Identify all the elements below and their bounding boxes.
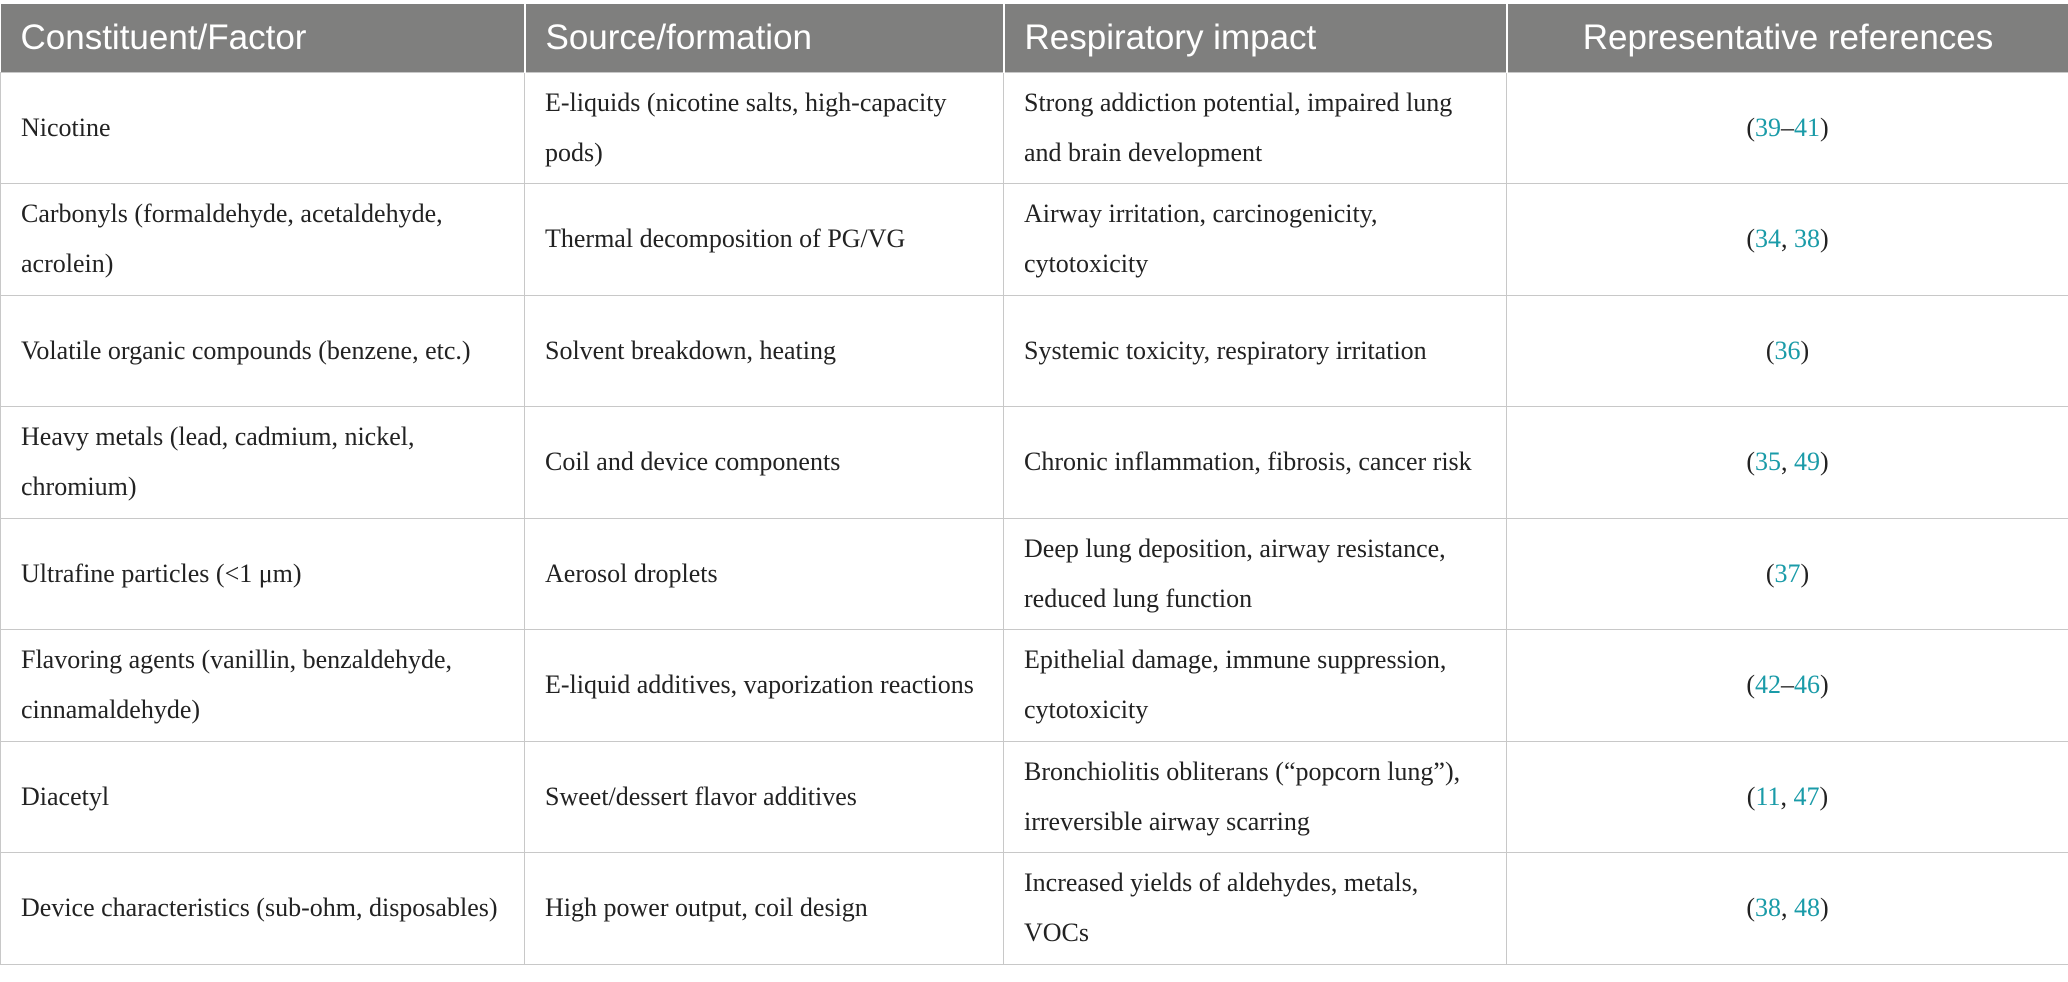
- table-row: [1, 741, 2068, 853]
- ref-paren-close: ): [1800, 558, 1810, 588]
- cell-source: Sweet/dessert flavor additives: [525, 741, 1004, 853]
- ref-paren-open: (: [1765, 558, 1775, 588]
- cell-constituent: Flavoring agents (vanillin, benzaldehyde, cinnamaldehyde): [1, 630, 525, 742]
- reference-link[interactable]: 42: [1755, 670, 1781, 700]
- cell-references: [1507, 184, 2068, 296]
- references-table-container: [0, 4, 2068, 965]
- ref-paren-close: ): [1820, 447, 1829, 477]
- table-row: [1, 630, 2068, 742]
- ref-paren-open: (: [1746, 893, 1755, 923]
- cell-impact: Strong addiction potential, impaired lung and brain development: [1004, 72, 1507, 184]
- cell-constituent: Device characteristics (sub-ohm, disposables): [1, 853, 525, 965]
- ref-paren-close: ): [1820, 224, 1829, 254]
- reference-link[interactable]: 11: [1755, 781, 1781, 811]
- cell-references: [1507, 407, 2068, 519]
- table-row: [1, 518, 2068, 630]
- cell-impact: Epithelial damage, immune suppression, cytotoxicity: [1004, 630, 1507, 742]
- constituents-table: [0, 4, 2068, 965]
- ref-paren-close: ): [1820, 670, 1829, 700]
- header-source: Source/formation: [525, 4, 1004, 72]
- cell-references: [1507, 72, 2068, 184]
- header-row: [1, 4, 2068, 72]
- cell-impact: Increased yields of aldehydes, metals, VOCs: [1004, 853, 1507, 965]
- cell-constituent: Ultrafine particles (<1 μm): [1, 518, 525, 630]
- header-references: Representative references: [1507, 4, 2068, 72]
- table-body: [1, 72, 2068, 964]
- ref-paren-open: (: [1746, 781, 1756, 811]
- cell-source: E-liquid additives, vaporization reactions: [525, 630, 1004, 742]
- table-row: [1, 853, 2068, 965]
- cell-source: E-liquids (nicotine salts, high-capacity pods): [525, 72, 1004, 184]
- cell-constituent: Carbonyls (formaldehyde, acetaldehyde, acrolein): [1, 184, 525, 296]
- cell-references: [1507, 741, 2068, 853]
- cell-references: [1507, 630, 2068, 742]
- cell-impact: Systemic toxicity, respiratory irritation: [1004, 295, 1507, 407]
- cell-references: [1507, 853, 2068, 965]
- cell-impact: Chronic inflammation, fibrosis, cancer risk: [1004, 407, 1507, 519]
- cell-constituent: Heavy metals (lead, cadmium, nickel, chromium): [1, 407, 525, 519]
- cell-constituent: Diacetyl: [1, 741, 525, 853]
- reference-link[interactable]: 49: [1794, 447, 1820, 477]
- reference-link[interactable]: 38: [1755, 893, 1781, 923]
- cell-source: Thermal decomposition of PG/VG: [525, 184, 1004, 296]
- reference-link[interactable]: 41: [1794, 112, 1820, 142]
- reference-link[interactable]: 37: [1774, 558, 1801, 588]
- reference-link[interactable]: 36: [1774, 335, 1801, 365]
- ref-separator: –: [1781, 112, 1794, 142]
- table-row: [1, 72, 2068, 184]
- ref-separator: ,: [1780, 781, 1794, 811]
- ref-separator: ,: [1781, 893, 1794, 923]
- ref-paren-close: ): [1820, 893, 1829, 923]
- cell-impact: Deep lung deposition, airway resistance, reduced lung function: [1004, 518, 1507, 630]
- reference-link[interactable]: 35: [1755, 447, 1781, 477]
- ref-paren-open: (: [1746, 447, 1755, 477]
- reference-link[interactable]: 47: [1793, 781, 1820, 811]
- table-row: [1, 295, 2068, 407]
- cell-impact: Bronchiolitis obliterans (“popcorn lung”), irreversible airway scarring: [1004, 741, 1507, 853]
- ref-paren-open: (: [1765, 335, 1775, 365]
- reference-link[interactable]: 46: [1794, 670, 1820, 700]
- ref-paren-close: ): [1819, 781, 1829, 811]
- cell-constituent: Volatile organic compounds (benzene, etc.): [1, 295, 525, 407]
- ref-paren-open: (: [1746, 224, 1755, 254]
- table-row: [1, 407, 2068, 519]
- ref-separator: ,: [1781, 447, 1794, 477]
- ref-paren-open: (: [1746, 670, 1755, 700]
- cell-references: [1507, 518, 2068, 630]
- cell-impact: Airway irritation, carcinogenicity, cytotoxicity: [1004, 184, 1507, 296]
- ref-separator: ,: [1781, 224, 1794, 254]
- cell-source: Coil and device components: [525, 407, 1004, 519]
- reference-link[interactable]: 48: [1794, 893, 1820, 923]
- cell-source: High power output, coil design: [525, 853, 1004, 965]
- cell-constituent: Nicotine: [1, 72, 525, 184]
- ref-paren-open: (: [1746, 112, 1755, 142]
- cell-source: Solvent breakdown, heating: [525, 295, 1004, 407]
- cell-source: Aerosol droplets: [525, 518, 1004, 630]
- ref-separator: –: [1781, 670, 1794, 700]
- ref-paren-close: ): [1820, 112, 1829, 142]
- ref-paren-close: ): [1800, 335, 1810, 365]
- header-impact: Respiratory impact: [1004, 4, 1507, 72]
- header-constituent: Constituent/Factor: [1, 4, 525, 72]
- cell-references: [1507, 295, 2068, 407]
- reference-link[interactable]: 39: [1755, 112, 1781, 142]
- reference-link[interactable]: 34: [1755, 224, 1781, 254]
- table-row: [1, 184, 2068, 296]
- reference-link[interactable]: 38: [1794, 224, 1820, 254]
- table-header: [1, 4, 2068, 72]
